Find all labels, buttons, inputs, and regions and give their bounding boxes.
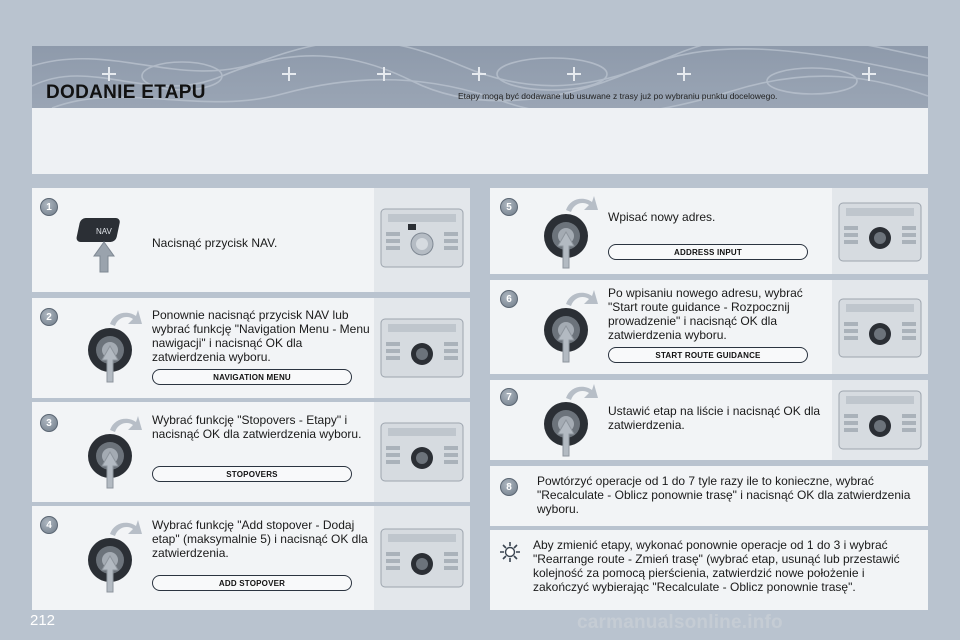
step-instruction: Ponownie nacisnąć przycisk NAV lub wybrać funkcję "Navigation Menu - Menu nawigacji" i nacisnąć OK dla zatwierdzenia wyboru. <box>152 308 370 364</box>
header-banner <box>32 46 928 174</box>
radio-unit-thumbnail <box>838 298 922 358</box>
step-number: 3 <box>40 414 58 432</box>
rotary-knob-press-icon <box>536 286 600 366</box>
rotary-knob-press-icon <box>80 516 144 596</box>
watermark: carmanualsonline.info <box>577 612 783 633</box>
page-number: 212 <box>30 612 56 629</box>
step-number: 7 <box>500 388 518 406</box>
step-number: 5 <box>500 198 518 216</box>
step-instruction: Po wpisaniu nowego adresu, wybrać "Start route guidance - Rozpocznij prowadzenie" i nacisnąć OK dla zatwierdzenia wyboru. <box>608 286 803 342</box>
page-title: DODANIE ETAPU <box>46 82 206 103</box>
step-number: 2 <box>40 308 58 326</box>
radio-unit-thumbnail <box>380 208 464 268</box>
rotary-knob-press-icon <box>80 306 144 386</box>
step-instruction: Wybrać funkcję "Stopovers - Etapy" i nacisnąć OK dla zatwierdzenia wyboru. <box>152 413 362 441</box>
radio-unit-thumbnail <box>838 202 922 262</box>
step-instruction: Wpisać nowy adres. <box>608 210 716 224</box>
step-number: 6 <box>500 290 518 308</box>
rotary-knob-press-icon <box>536 192 600 272</box>
rotary-knob-press-icon <box>80 412 144 492</box>
radio-unit-thumbnail <box>380 422 464 482</box>
radio-unit-thumbnail <box>838 390 922 450</box>
menu-option-navigation-menu[interactable]: NAVIGATION MENU <box>152 369 352 385</box>
radio-unit-thumbnail <box>380 318 464 378</box>
step-instruction: Nacisnąć przycisk NAV. <box>152 236 278 250</box>
radio-unit-thumbnail <box>380 528 464 588</box>
nav-key-label: NAV <box>96 227 112 236</box>
menu-option-start-route-guidance[interactable]: START ROUTE GUIDANCE <box>608 347 808 363</box>
step-instruction: Ustawić etap na liście i nacisnąć OK dla zatwierdzenia. <box>608 404 821 432</box>
menu-option-stopovers[interactable]: STOPOVERS <box>152 466 352 482</box>
intro-text: Etapy mogą być dodawane lub usuwane z trasy już po wybraniu punktu docelowego. <box>458 91 778 101</box>
step-instruction: Powtórzyć operacje od 1 do 7 tyle razy ile to konieczne, wybrać "Recalculate - Oblicz ponownie trasę" i nacisnąć OK dla zatwierdzenia wyboru. <box>537 474 911 516</box>
header-band <box>32 108 928 174</box>
step-number: 8 <box>500 478 518 496</box>
rotary-knob-press-icon <box>536 380 600 460</box>
tip-text: Aby zmienić etapy, wykonać ponownie operacje od 1 do 3 i wybrać "Rearrange route - Zmień trasę" (wybrać etap, usunąć lub przestawić kolejność za pomocą pierścienia, zatwierdzić nowe położenie i zakończyć wybierając "Recalculate - Oblicz ponownie trasę". <box>533 538 900 594</box>
menu-option-add-stopover[interactable]: ADD STOPOVER <box>152 575 352 591</box>
menu-option-address-input[interactable]: ADDRESS INPUT <box>608 244 808 260</box>
sun-tip-icon <box>499 541 521 563</box>
step-number: 1 <box>40 198 58 216</box>
step-instruction: Wybrać funkcję "Add stopover - Dodaj etap" (maksymalnie 5) i nacisnąć OK dla zatwierdzenia. <box>152 518 368 560</box>
nav-key-press-icon <box>74 212 130 276</box>
step-number: 4 <box>40 516 58 534</box>
